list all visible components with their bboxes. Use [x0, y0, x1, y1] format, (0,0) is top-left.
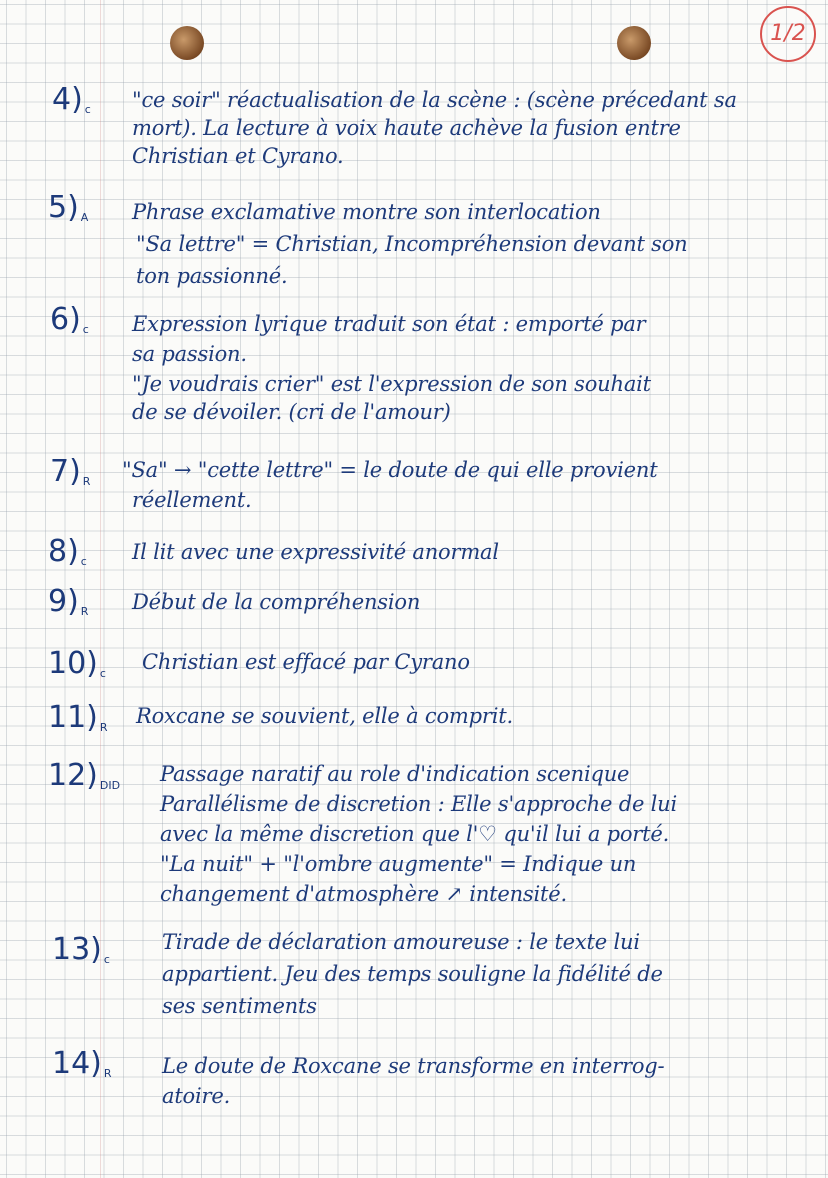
item-5-line-1: Phrase exclamative montre son interlocation — [132, 200, 601, 224]
item-9-line-1: Début de la compréhension — [132, 590, 421, 614]
item-13-number: 13) $_c$ — [52, 932, 110, 967]
binder-hole-right — [617, 26, 651, 60]
item-6-line-1: Expression lyrique traduit son état : emporté par — [132, 312, 646, 336]
margin-line — [100, 0, 101, 1178]
item-7-number: 7) $_R$ — [50, 454, 91, 489]
item-12-line-3: avec la même discretion que l'♡ qu'il lui a porté. — [160, 822, 670, 846]
item-5-number: 5) $_A$ — [48, 190, 89, 225]
item-13-line-3: ses sentiments — [162, 994, 317, 1018]
item-13-line-1: Tirade de déclaration amoureuse : le texte lui — [162, 930, 640, 954]
item-6-number: 6) $_c$ — [50, 302, 89, 337]
item-12-line-4: "La nuit" + "l'ombre augmente" = Indique un — [160, 852, 637, 876]
item-14-line-2: atoire. — [162, 1084, 231, 1108]
item-4-number: 4) $_c$ — [52, 82, 91, 117]
item-8-number: 8) $_c$ — [48, 534, 87, 569]
item-4-line-3: Christian et Cyrano. — [132, 144, 344, 168]
item-11-line-1: Roxcane se souvient, elle à comprit. — [136, 704, 513, 728]
item-11-number: 11) $_R$ — [48, 700, 108, 735]
item-8-line-1: Il lit avec une expressivité anormal — [132, 540, 499, 564]
item-6-line-3: "Je voudrais crier" est l'expression de son souhait — [132, 372, 651, 396]
item-13-line-2: appartient. Jeu des temps souligne la fidélité de — [162, 962, 663, 986]
item-14-number: 14) $_R$ — [52, 1046, 112, 1081]
item-7-line-2: réellement. — [132, 488, 252, 512]
binder-hole-left — [170, 26, 204, 60]
item-4-line-2: mort). La lecture à voix haute achève la fusion entre — [132, 116, 681, 140]
item-9-number: 9) $_R$ — [48, 584, 89, 619]
item-5-line-3: ton passionné. — [136, 264, 288, 288]
page-number-circle: 1/2 — [760, 6, 816, 62]
item-6-line-4: de se dévoiler. (cri de l'amour) — [132, 400, 451, 424]
item-12-line-5: changement d'atmosphère ↗ intensité. — [160, 882, 567, 906]
item-7-line-1: "Sa" → "cette lettre" = le doute de qui elle provient — [122, 458, 658, 482]
item-10-number: 10) $_c$ — [48, 646, 106, 681]
item-5-line-2: "Sa lettre" = Christian, Incompréhension devant son — [136, 232, 688, 256]
item-12-line-1: Passage naratif au role d'indication scenique — [160, 762, 630, 786]
item-14-line-1: Le doute de Roxcane se transforme en interrog- — [162, 1054, 665, 1078]
item-10-line-1: Christian est effacé par Cyrano — [142, 650, 470, 674]
item-4-line-1: "ce soir" réactualisation de la scène : (scène précedant sa — [132, 88, 737, 112]
item-6-line-2: sa passion. — [132, 342, 247, 366]
item-12-line-2: Parallélisme de discretion : Elle s'approche de lui — [160, 792, 678, 816]
item-12-number: 12) $_{DID}$ — [48, 758, 121, 793]
